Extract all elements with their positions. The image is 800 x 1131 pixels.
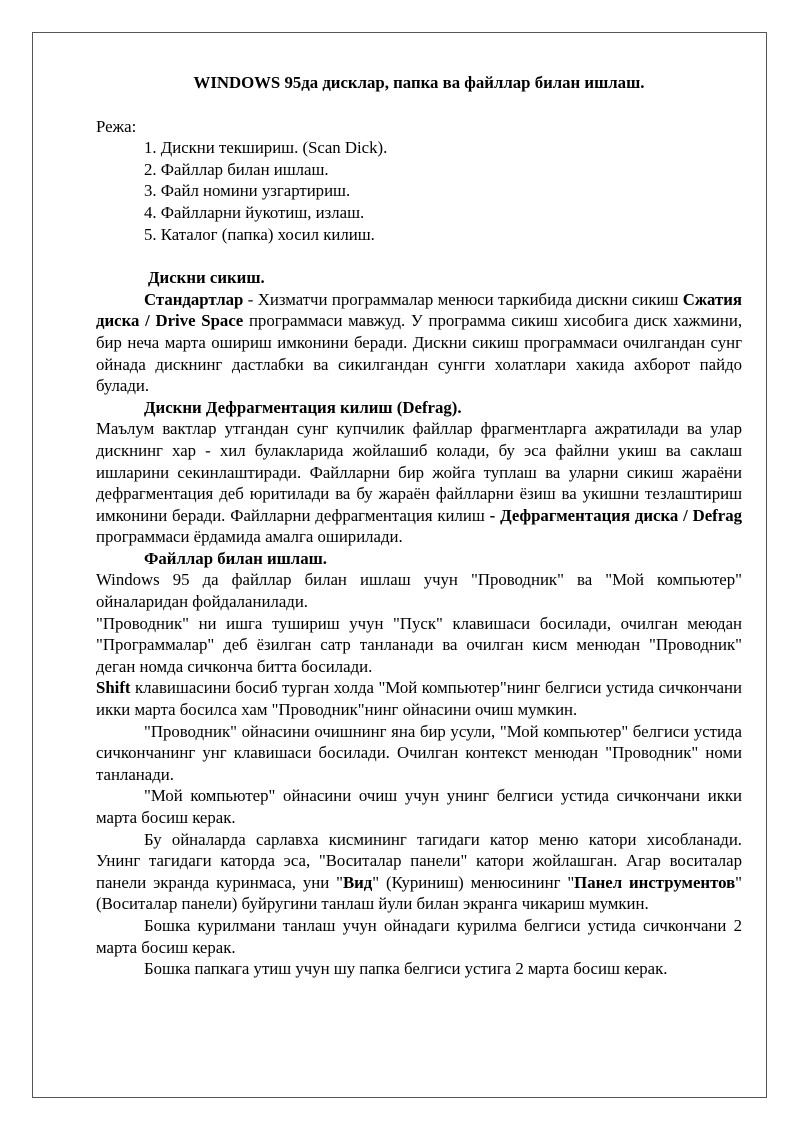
- paragraph-files-2: "Проводник" ни ишга тушириш учун "Пуск" клавишаси босилади, очилган меюдан "Программалар" деб ёзилган сатр танланади ва очилган кисм менюдан "Проводник" деган номда сичконча битта босилади.: [96, 613, 742, 676]
- bold-text: Сжатия диска / Drive Space: [96, 289, 742, 331]
- plan-item: 2. Файллар билан ишлаш.: [144, 159, 329, 179]
- plan-item: 4. Файлларни йукотиш, излаш.: [144, 202, 365, 222]
- paragraph-files-8: Бошка папкага утиш учун шу папка белгиси устига 2 марта босиш керак.: [144, 959, 668, 979]
- paragraph-files-5: "Мой компьютер" ойнасини очиш учун унинг белгиси устида сичкончани икки марта босиш керак.: [96, 786, 742, 827]
- bold-text: Стандартлар: [144, 289, 244, 309]
- document-body: [96, 72, 742, 980]
- paragraph-defrag: [96, 418, 742, 548]
- paragraph-text: " (Воситалар панели) буйругини танлаш йули билан экранга чикариш мумкин.: [96, 872, 742, 914]
- paragraph-text: " (Куриниш) менюсининг ": [372, 872, 575, 892]
- bold-text: Вид: [342, 872, 373, 892]
- paragraph-text: клавишасини босиб турган холда "Мой компьютер"нинг белгиси устида сичкончани икки марта босилса хам "Проводник"нинг ойнасини очиш мумкин.: [96, 678, 742, 720]
- paragraph-files-4: "Проводник" ойнасини очишнинг яна бир усули, "Мой компьютер" белгиси устида сичкончанинг унг клавишаси босилади. Очилган контекст менюдан "Проводник" номи танланади.: [96, 721, 742, 784]
- paragraph-text: программаси мавжуд. У программа сикиш хисобига диск хажмини, бир неча марта ошириш имконини беради. Дискни сикиш программаси очилгандан сунг ойнада дискнинг дастлабки ва сикилгандан сунгги холатлари хакида ахборот пайдо булади.: [96, 311, 743, 396]
- plan-item: 3. Файл номини узгартириш.: [144, 181, 351, 201]
- paragraph-files-6: [96, 829, 742, 915]
- section-heading-files: Файллар билан ишлаш.: [144, 548, 327, 568]
- paragraph-text: программаси ёрдамида амалга оширилади.: [96, 527, 403, 547]
- plan-item: 5. Каталог (папка) хосил килиш.: [144, 224, 375, 244]
- paragraph-files-7: Бошка курилмани танлаш учун ойнадаги курилма белгиси устида сичкончани 2 марта босиш керак.: [96, 915, 742, 957]
- paragraph-text: Маълум вактлар утгандан сунг купчилик файллар фрагментларга ажратилади ва улар дискнинг хар - хил булакларида жойлашиб колади, бу эса файлни укиш ва саклаш ишларини секинлаштиради. Файлларни бир жойга туплаш ва уларни сикиш жараёни дефрагментация деб юритилади ва бу жараён файлларни ёзиш ва укишни тезлаштириш имконини беради. Файлларни дефрагментация килиш: [96, 419, 742, 525]
- bold-text: Панел инструментов: [574, 872, 736, 892]
- paragraph-files-3: [96, 677, 742, 720]
- bold-text: - Дефрагментация диска / Defrag: [489, 505, 742, 525]
- section-heading-defrag: Дискни Дефрагментация килиш (Defrag).: [144, 397, 462, 417]
- section-heading-disk-compress: Дискни сикиш.: [148, 268, 265, 288]
- plan-item: 1. Дискни текшириш. (Scan Dick).: [144, 138, 388, 158]
- paragraph-text: - Хизматчи программалар менюси таркибида дискни сикиш: [243, 289, 683, 309]
- plan-list: [96, 137, 742, 245]
- paragraph-files-1: Windows 95 да файллар билан ишлаш учун "Проводник" ва "Мой компьютер" ойналаридан фойдаланилади.: [96, 570, 742, 612]
- bold-text: Shift: [96, 678, 131, 698]
- document-title: WINDOWS 95да дисклар, папка ва файллар билан ишлаш.: [193, 73, 645, 92]
- paragraph-text: Бу ойналарда сарлавха кисмининг тагидаги катор меню катори хисобланади. Унинг тагидаги каторда эса, "Воситалар панели" катори жойлашган. Агар воситалар панели экранда куринмаса, уни ": [96, 829, 742, 892]
- paragraph-disk-compress: [96, 289, 742, 397]
- plan-label: Режа:: [96, 116, 137, 136]
